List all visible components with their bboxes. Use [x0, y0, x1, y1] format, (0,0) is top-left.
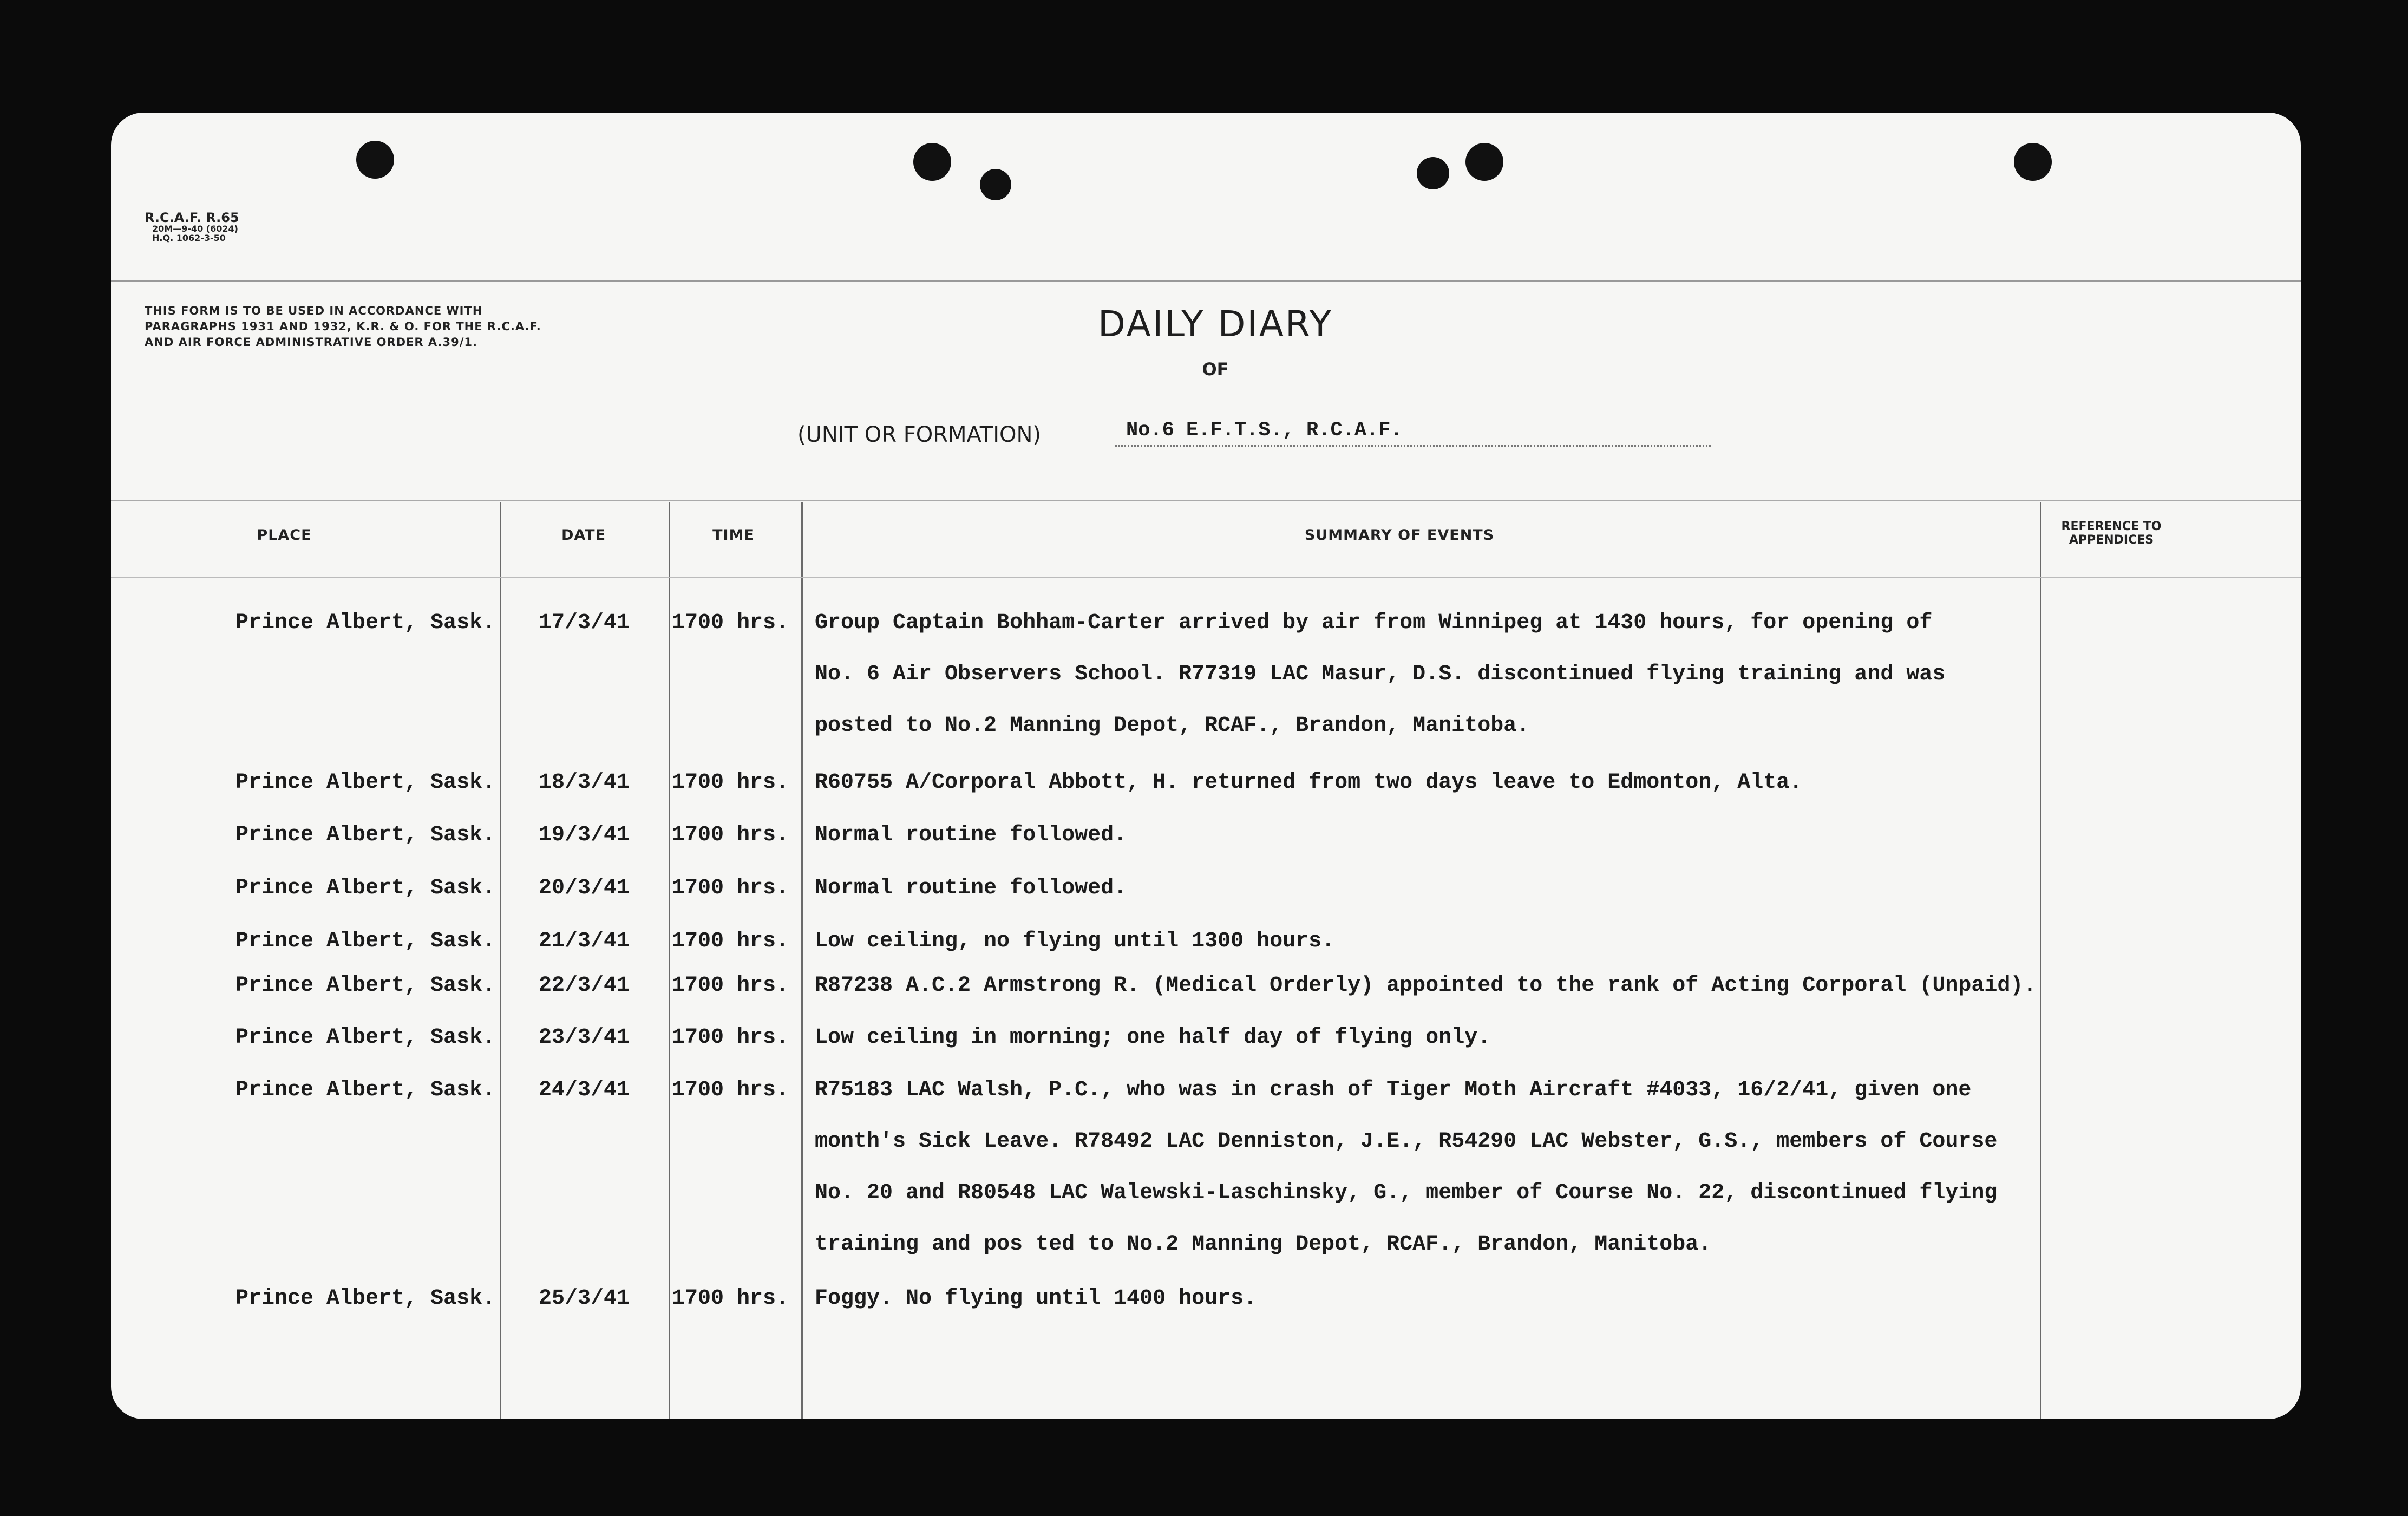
entry-time: 1700 hrs.	[672, 1286, 789, 1311]
punch-hole	[2014, 143, 2052, 181]
of-label: OF	[1202, 359, 1229, 380]
entry-date: 24/3/41	[539, 1078, 630, 1102]
entry-place: Prince Albert, Sask.	[235, 1286, 496, 1311]
column-header-place: PLACE	[257, 527, 312, 544]
column-header-reference: REFERENCE TO APPENDICES	[2061, 520, 2162, 547]
entry-summary-line: Normal routine followed.	[815, 823, 1127, 847]
punch-hole	[1465, 143, 1503, 181]
entry-date: 20/3/41	[539, 876, 630, 900]
entry-date: 23/3/41	[539, 1025, 630, 1050]
entry-summary-line: Normal routine followed.	[815, 876, 1127, 900]
entry-summary-line: No. 6 Air Observers School. R77319 LAC Masur, D.S. discontinued flying training and was	[815, 662, 1946, 687]
column-header-date: DATE	[561, 527, 606, 544]
entry-date: 22/3/41	[539, 973, 630, 998]
entry-place: Prince Albert, Sask.	[235, 611, 496, 635]
entry-place: Prince Albert, Sask.	[235, 929, 496, 953]
unit-label: (UNIT OR FORMATION)	[797, 422, 1042, 447]
entry-place: Prince Albert, Sask.	[235, 770, 496, 795]
punch-hole	[980, 169, 1011, 200]
entry-place: Prince Albert, Sask.	[235, 876, 496, 900]
column-header-time: TIME	[712, 527, 755, 544]
form-number-block	[145, 211, 239, 243]
entry-time: 1700 hrs.	[672, 973, 789, 998]
column-rule	[801, 502, 803, 1419]
entry-time: 1700 hrs.	[672, 929, 789, 953]
entry-summary-line: No. 20 and R80548 LAC Walewski-Laschinsky, G., member of Course No. 22, discontinued flying	[815, 1181, 1998, 1205]
punch-hole	[913, 143, 951, 181]
entry-time: 1700 hrs.	[672, 770, 789, 795]
print-code: 20M—9-40 (6024)	[152, 224, 238, 234]
page-title: DAILY DIARY	[1098, 303, 1333, 345]
entry-date: 19/3/41	[539, 823, 630, 847]
column-rule	[500, 502, 501, 1419]
entry-summary-line: training and pos ted to No.2 Manning Depot, RCAF., Brandon, Manitoba.	[815, 1232, 1712, 1257]
column-header-summary: SUMMARY OF EVENTS	[1304, 527, 1495, 544]
header-row-rule	[111, 577, 2301, 578]
entry-time: 1700 hrs.	[672, 611, 789, 635]
entry-summary-line: Low ceiling in morning; one half day of flying only.	[815, 1025, 1491, 1050]
entry-date: 21/3/41	[539, 929, 630, 953]
punch-hole	[1417, 157, 1449, 190]
entry-time: 1700 hrs.	[672, 1025, 789, 1050]
header-divider	[111, 280, 2301, 282]
entry-summary-line: posted to No.2 Manning Depot, RCAF., Brandon, Manitoba.	[815, 714, 1530, 738]
diary-form-card	[111, 113, 2301, 1419]
column-rule	[2040, 502, 2041, 1419]
entry-time: 1700 hrs.	[672, 823, 789, 847]
entry-place: Prince Albert, Sask.	[235, 1025, 496, 1050]
form-instructions: THIS FORM IS TO BE USED IN ACCORDANCE WITH PARAGRAPHS 1931 AND 1932, K.R. & O. FOR THE R.C.A.F. AND AIR FORCE ADMINISTRATIVE ORDER A.39/1.	[145, 304, 541, 349]
entry-summary-line: R75183 LAC Walsh, P.C., who was in crash of Tiger Moth Aircraft #4033, 16/2/41, given one	[815, 1078, 1972, 1102]
entry-time: 1700 hrs.	[672, 876, 789, 900]
entry-date: 18/3/41	[539, 770, 630, 795]
entry-place: Prince Albert, Sask.	[235, 973, 496, 998]
entry-summary-line: Group Captain Bohham-Carter arrived by air from Winnipeg at 1430 hours, for opening of	[815, 611, 1933, 635]
form-number: R.C.A.F. R.65	[145, 210, 239, 225]
print-code: H.Q. 1062-3-50	[152, 232, 226, 243]
entry-place: Prince Albert, Sask.	[235, 823, 496, 847]
entry-date: 17/3/41	[539, 611, 630, 635]
column-rule	[669, 502, 670, 1419]
entry-time: 1700 hrs.	[672, 1078, 789, 1102]
entry-summary-line: Foggy. No flying until 1400 hours.	[815, 1286, 1257, 1311]
unit-value: No.6 E.F.T.S., R.C.A.F.	[1115, 417, 1711, 447]
entry-summary-line: R87238 A.C.2 Armstrong R. (Medical Orderly) appointed to the rank of Acting Corporal (Unpaid).	[815, 973, 2037, 998]
table-top-rule	[111, 500, 2301, 501]
entry-date: 25/3/41	[539, 1286, 630, 1311]
entry-summary-line: Low ceiling, no flying until 1300 hours.	[815, 929, 1335, 953]
entry-summary-line: R60755 A/Corporal Abbott, H. returned from two days leave to Edmonton, Alta.	[815, 770, 1803, 795]
entry-place: Prince Albert, Sask.	[235, 1078, 496, 1102]
punch-hole	[356, 141, 394, 179]
entry-summary-line: month's Sick Leave. R78492 LAC Denniston, J.E., R54290 LAC Webster, G.S., members of Course	[815, 1129, 1998, 1154]
